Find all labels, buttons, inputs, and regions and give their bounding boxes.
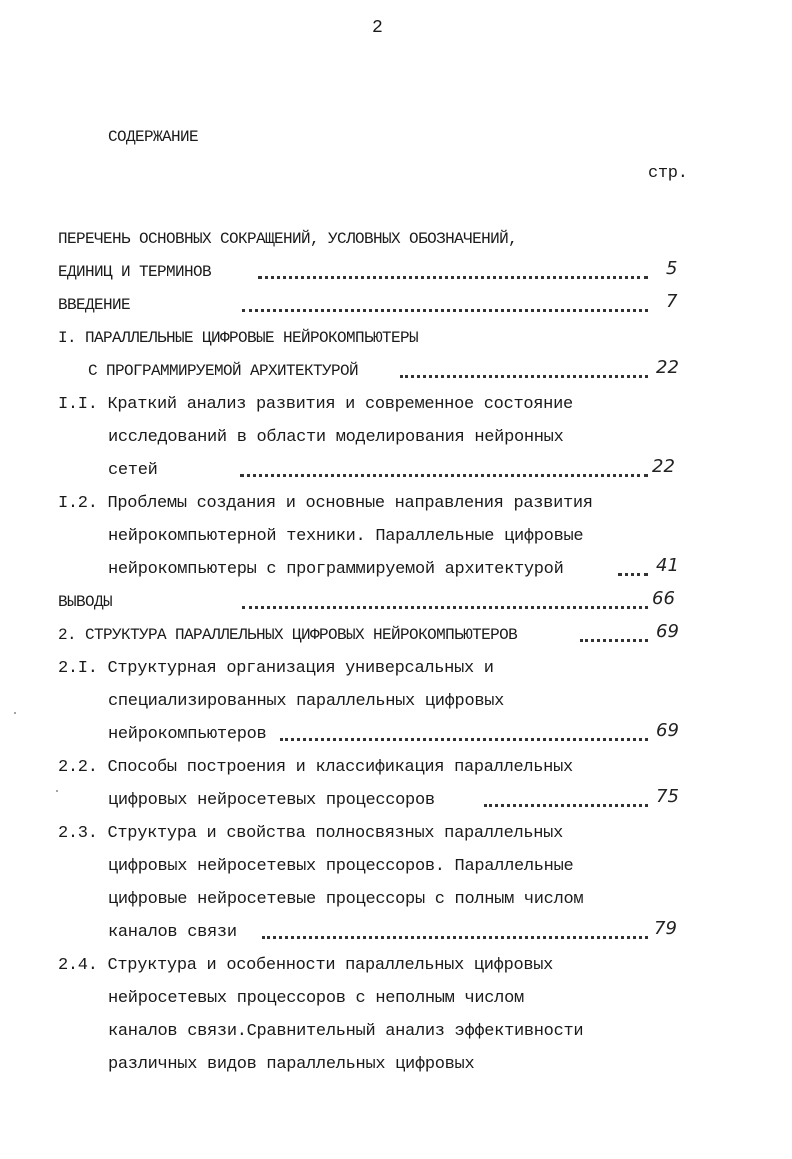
toc-dot-leader: [580, 639, 648, 642]
toc-page-ref: 79: [654, 918, 677, 939]
toc-entry-section-1-2-line3: нейрокомпьютеры с программируемой архитектурой: [108, 560, 564, 579]
toc-entry-section-2-4-line4: различных видов параллельных цифровых: [108, 1055, 475, 1074]
toc-dot-leader: [242, 309, 648, 312]
toc-entry-section-1-1-line2: исследований в области моделирования нейронных: [108, 428, 564, 447]
toc-entry-section-2-2-line2: цифровых нейросетевых процессоров: [108, 791, 435, 810]
scan-speck: [56, 790, 58, 792]
toc-entry-section-2-3-line2: цифровых нейросетевых процессоров. Параллельные: [108, 857, 574, 876]
toc-page-ref: 66: [652, 588, 675, 609]
toc-entry-section-2-2-line1: 2.2. Способы построения и классификация параллельных: [58, 758, 573, 777]
toc-entry-section-1-2-line2: нейрокомпьютерной техники. Параллельные цифровые: [108, 527, 584, 546]
page-number: 2: [372, 18, 383, 38]
toc-entry-section-1-1-line1: I.I. Краткий анализ развития и современное состояние: [58, 395, 573, 414]
toc-dot-leader: [258, 276, 648, 279]
toc-entry-chapter1-line2: С ПРОГРАММИРУЕМОЙ АРХИТЕКТУРОЙ: [88, 362, 359, 380]
toc-entry-section-2-3-line4: каналов связи: [108, 923, 237, 942]
toc-page-ref: 69: [656, 720, 679, 741]
toc-page-ref: 22: [652, 456, 675, 477]
toc-dot-leader: [484, 804, 648, 807]
page-column-label: стр.: [648, 164, 688, 183]
toc-dot-leader: [618, 573, 648, 576]
toc-dot-leader: [240, 474, 648, 477]
toc-entry-conclusions: ВЫВОДЫ: [58, 593, 113, 611]
toc-entry-abbreviations-line1: ПЕРЕЧЕНЬ ОСНОВНЫХ СОКРАЩЕНИЙ, УСЛОВНЫХ ОБОЗНАЧЕНИЙ,: [58, 230, 518, 248]
toc-dot-leader: [400, 375, 648, 378]
toc-entry-chapter1-line1: I. ПАРАЛЛЕЛЬНЫЕ ЦИФРОВЫЕ НЕЙРОКОМПЬЮТЕРЫ: [58, 329, 419, 347]
toc-entry-section-2-1-line1: 2.I. Структурная организация универсальных и: [58, 659, 494, 678]
toc-heading: СОДЕРЖАНИЕ: [108, 128, 199, 146]
toc-entry-section-2-1-line3: нейрокомпьютеров: [108, 725, 267, 744]
toc-dot-leader: [262, 936, 648, 939]
toc-entry-chapter2: 2. СТРУКТУРА ПАРАЛЛЕЛЬНЫХ ЦИФРОВЫХ НЕЙРОКОМПЬЮТЕРОВ: [58, 626, 518, 644]
toc-page-ref: 7: [666, 291, 678, 312]
toc-entry-introduction: ВВЕДЕНИЕ: [58, 296, 131, 314]
toc-entry-abbreviations-line2: ЕДИНИЦ И ТЕРМИНОВ: [58, 263, 212, 281]
toc-page-ref: 22: [656, 357, 679, 378]
toc-entry-section-2-4-line3: каналов связи.Сравнительный анализ эффективности: [108, 1022, 584, 1041]
toc-page-ref: 5: [666, 258, 678, 279]
toc-page-ref: 41: [656, 555, 679, 576]
toc-entry-section-2-1-line2: специализированных параллельных цифровых: [108, 692, 505, 711]
toc-entry-section-1-1-line3: сетей: [108, 461, 158, 480]
toc-entry-section-2-4-line1: 2.4. Структура и особенности параллельных цифровых: [58, 956, 554, 975]
toc-entry-section-2-3-line1: 2.3. Структура и свойства полносвязных параллельных: [58, 824, 563, 843]
toc-page-ref: 75: [656, 786, 679, 807]
toc-dot-leader: [242, 606, 648, 609]
toc-entry-section-2-3-line3: цифровые нейросетевые процессоры с полным числом: [108, 890, 584, 909]
toc-dot-leader: [280, 738, 648, 741]
toc-entry-section-1-2-line1: I.2. Проблемы создания и основные направления развития: [58, 494, 593, 513]
toc-entry-section-2-4-line2: нейросетевых процессоров с неполным числом: [108, 989, 524, 1008]
scan-speck: [14, 712, 16, 714]
toc-page-ref: 69: [656, 621, 679, 642]
